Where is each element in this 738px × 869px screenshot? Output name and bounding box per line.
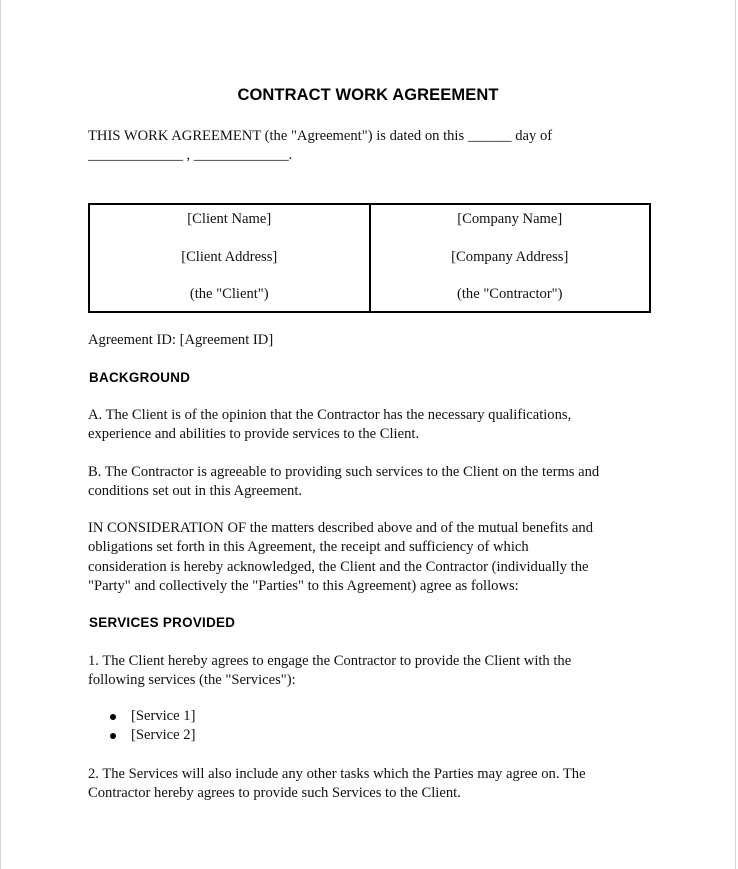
contractor-label: (the "Contractor") <box>456 286 563 302</box>
list-item <box>110 726 195 745</box>
company-address: [Company Address] <box>451 249 569 265</box>
client-address: [Client Address] <box>181 249 278 265</box>
background-paragraph-a: A. The Client is of the opinion that the Contractor has the necessary qualifications, experience and abilities to provide services to the Client. <box>88 407 572 443</box>
client-label: (the "Client") <box>189 286 269 302</box>
list-item <box>110 707 195 726</box>
client-name: [Client Name] <box>187 211 272 227</box>
services-heading: SERVICES PROVIDED <box>89 615 236 630</box>
background-heading: BACKGROUND <box>89 370 191 385</box>
services-list <box>110 707 195 746</box>
document-title: CONTRACT WORK AGREEMENT <box>237 86 499 104</box>
consideration-paragraph: IN CONSIDERATION OF the matters described above and of the mutual benefits and obligations set forth in this Agreement, the receipt and sufficiency of which consideration is hereby acknowledged, the Client and the Contractor (individually the "Party" and collectively the "Parties" to this Agreement) agree as follows: <box>88 520 593 594</box>
bullet-icon <box>110 733 116 739</box>
intro-line-2: _____________ , _____________. <box>88 147 293 163</box>
bullet-icon <box>110 714 116 720</box>
client-cell <box>90 205 369 311</box>
services-paragraph-1: 1. The Client hereby agrees to engage the Contractor to provide the Client with the following services (the "Services"): <box>88 653 572 689</box>
service-item-1: [Service 1] <box>131 708 196 724</box>
parties-table <box>88 203 651 313</box>
intro-line-1: THIS WORK AGREEMENT (the "Agreement") is dated on this ______ day of <box>88 128 553 144</box>
contractor-cell <box>369 205 650 311</box>
service-item-2: [Service 2] <box>131 727 196 744</box>
background-paragraph-b: B. The Contractor is agreeable to providing such services to the Client on the terms and conditions set out in this Agreement. <box>88 464 600 500</box>
services-paragraph-2: 2. The Services will also include any other tasks which the Parties may agree on. The Contractor hereby agrees to provide such Services to the Client. <box>88 766 586 802</box>
agreement-id: Agreement ID: [Agreement ID] <box>88 332 274 348</box>
company-name: [Company Name] <box>457 211 563 227</box>
